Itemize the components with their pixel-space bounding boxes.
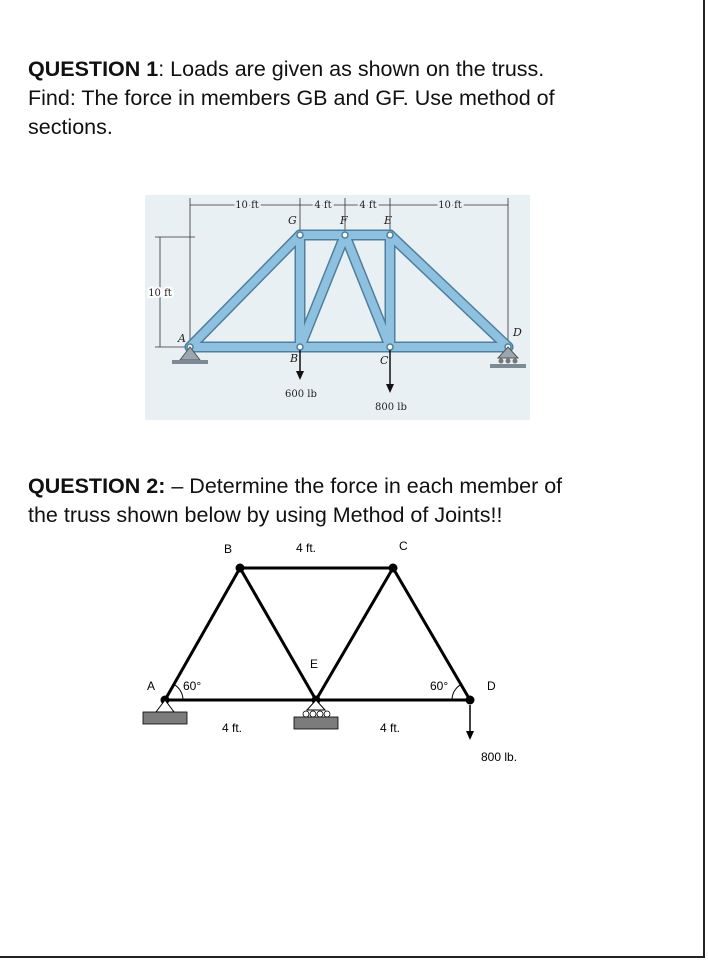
- joint-e: E: [384, 214, 393, 227]
- angle-arc-d: [452, 684, 461, 700]
- truss-figure-2: [140, 535, 540, 775]
- question-1: [28, 55, 678, 142]
- load-d-arrow: [466, 705, 474, 740]
- member-ce: [316, 568, 393, 700]
- member-ab: [165, 568, 240, 700]
- member-be: [240, 568, 319, 700]
- truss-2-members: [165, 568, 470, 700]
- support-e-roller: [294, 700, 338, 729]
- truss-figure-1: [140, 190, 535, 420]
- joint-2-e: E: [310, 657, 319, 671]
- dim-g-f: 4 ft: [314, 200, 332, 211]
- dim-f-e: 4 ft: [359, 200, 377, 211]
- joint-f: F: [340, 214, 348, 227]
- truss-2-labels: [147, 539, 517, 764]
- joint-a: A: [178, 332, 186, 345]
- angle-d-label: 60°: [430, 679, 449, 693]
- joint-b: B: [290, 352, 299, 365]
- load-c-label: 800 lb: [375, 402, 407, 413]
- question-2-label: QUESTION 2:: [28, 474, 166, 498]
- load-d-label: 800 lb.: [481, 750, 518, 764]
- question-2: [28, 472, 678, 530]
- joint-c: C: [380, 354, 389, 367]
- question-1-text-line-2: Find: The force in members GB and GF. Use method of: [28, 86, 555, 110]
- bottom-dim-right: 4 ft.: [380, 721, 401, 735]
- joint-g: G: [288, 214, 297, 227]
- bottom-dim-left: 4 ft.: [222, 721, 243, 735]
- angle-a-label: 60°: [183, 679, 202, 693]
- angle-arc-a: [174, 684, 183, 700]
- question-1-text-line-3: sections.: [28, 115, 113, 139]
- question-2-text-line-2: the truss shown below by using Method of Joints!!: [28, 503, 503, 527]
- joint-2-c: C: [399, 539, 408, 553]
- question-1-label: QUESTION 1: [28, 57, 159, 81]
- truss-2-joints: [161, 564, 475, 705]
- question-2-text-line-1: – Determine the force in each member of: [165, 474, 563, 498]
- dim-e-d: 10 ft: [438, 200, 462, 211]
- dim-height: 10 ft: [148, 288, 172, 299]
- support-a-pin: [143, 700, 187, 724]
- question-1-text-line-1: : Loads are given as shown on the truss.: [158, 57, 545, 81]
- joint-2-d: D: [487, 679, 496, 693]
- joint-2-b: B: [224, 542, 233, 556]
- top-dim-label: 4 ft.: [296, 541, 317, 555]
- load-b-label: 600 lb: [285, 389, 317, 400]
- joint-d: D: [513, 326, 522, 339]
- dim-a-g: 10 ft: [235, 200, 259, 211]
- joint-2-a: A: [147, 679, 156, 693]
